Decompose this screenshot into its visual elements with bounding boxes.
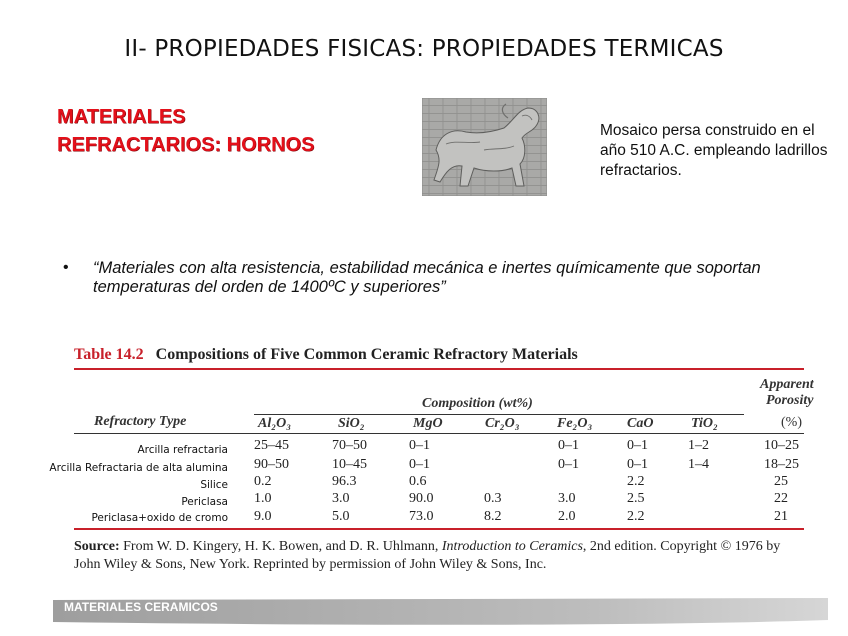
table-cell-porosity: 25 xyxy=(774,474,788,489)
table-caption: Compositions of Five Common Ceramic Refractory Materials xyxy=(155,346,578,363)
refractory-table xyxy=(49,346,814,578)
table-cell: 0.2 xyxy=(254,474,272,489)
composition-group-rule xyxy=(254,414,744,415)
table-cell: 90–50 xyxy=(254,457,289,472)
col-header-al2o3: Al₂O₃ xyxy=(258,416,292,431)
table-label: Table 14.2 xyxy=(74,346,144,363)
section-heading xyxy=(57,103,314,159)
table-cell-porosity: 18–25 xyxy=(764,457,799,472)
table-cell: 2.5 xyxy=(627,491,645,506)
table-cell: 0–1 xyxy=(627,457,648,472)
table-cell: 0–1 xyxy=(409,457,430,472)
table-cell: 73.0 xyxy=(409,509,434,524)
source-text-end: , 2nd edition. Copyright © 1976 by John Wiley & Sons, New York. Reprinted by permission of John Wiley & Sons, Inc. xyxy=(74,539,781,572)
col-header-cr2o3: Cr₂O₃ xyxy=(485,416,520,431)
col-header-fe2o3: Fe₂O₃ xyxy=(557,416,593,431)
table-cell: 25–45 xyxy=(254,438,289,453)
table-cell-porosity: 10–25 xyxy=(764,438,799,453)
table-header-rule xyxy=(74,433,804,434)
row-label-periclasa-oxido-cromo: Periclasa+oxido de cromo xyxy=(91,512,228,524)
source-label: Source: xyxy=(74,539,120,554)
source-book-title: Introduction to Ceramics xyxy=(441,539,583,554)
row-label-silice: Silice xyxy=(200,479,228,491)
col-header-tio2: TiO₂ xyxy=(691,416,718,431)
bullet-icon: • xyxy=(63,259,69,276)
table-cell: 1.0 xyxy=(254,491,272,506)
table-bottom-rule xyxy=(74,528,804,530)
image-caption: Mosaico persa construido en el año 510 A.C. empleando ladrillos refractarios. xyxy=(600,122,828,179)
table-cell: 2.2 xyxy=(627,509,645,524)
col-header-refractory-type: Refractory Type xyxy=(94,414,187,429)
table-cell: 1–2 xyxy=(688,438,709,453)
col-header-porosity-3: (%) xyxy=(781,415,802,430)
slide-title: II- PROPIEDADES FISICAS: PROPIEDADES TERMICAS xyxy=(124,36,724,62)
table-cell: 0–1 xyxy=(409,438,430,453)
row-label-arcilla-refractaria: Arcilla refractaria xyxy=(137,444,228,456)
table-cell: 8.2 xyxy=(484,509,502,524)
section-heading-line1: MATERIALES xyxy=(57,106,186,128)
table-cell: 0–1 xyxy=(558,438,579,453)
table-cell: 0.6 xyxy=(409,474,427,489)
table-cell-porosity: 22 xyxy=(774,491,788,506)
table-cell: 9.0 xyxy=(254,509,272,524)
table-cell: 96.3 xyxy=(332,474,357,489)
table-cell: 0–1 xyxy=(627,438,648,453)
table-cell: 70–50 xyxy=(332,438,367,453)
persian-mosaic-image xyxy=(422,98,547,196)
col-header-sio2: SiO₂ xyxy=(338,416,365,431)
source-text: From W. D. Kingery, H. K. Bowen, and D. R. Uhlmann, xyxy=(119,539,442,554)
table-source-note xyxy=(74,538,804,574)
table-cell: 3.0 xyxy=(558,491,576,506)
table-cell: 10–45 xyxy=(332,457,367,472)
table-cell: 2.2 xyxy=(627,474,645,489)
table-title xyxy=(74,346,578,364)
composition-group-header: Composition (wt%) xyxy=(422,396,533,411)
table-cell: 5.0 xyxy=(332,509,350,524)
table-cell: 1–4 xyxy=(688,457,709,472)
table-top-rule xyxy=(74,368,804,370)
row-label-arcilla-alta-alumina: Arcilla Refractaria de alta alumina xyxy=(49,462,228,474)
col-header-porosity-1: Apparent xyxy=(760,377,814,392)
definition-quote: “Materiales con alta resistencia, estabilidad mecánica e inertes químicamente que soportan temperaturas del orden de 1400ºC y superiores” xyxy=(93,259,761,296)
col-header-mgo: MgO xyxy=(413,416,443,431)
table-cell: 0–1 xyxy=(558,457,579,472)
table-cell: 90.0 xyxy=(409,491,434,506)
table-cell-porosity: 21 xyxy=(774,509,788,524)
table-cell: 0.3 xyxy=(484,491,502,506)
table-cell: 3.0 xyxy=(332,491,350,506)
col-header-porosity-2: Porosity xyxy=(766,393,814,408)
table-cell: 2.0 xyxy=(558,509,576,524)
footer-label: MATERIALES CERAMICOS xyxy=(64,600,218,614)
col-header-cao: CaO xyxy=(627,416,654,431)
section-heading-line2: REFRACTARIOS: HORNOS xyxy=(57,134,315,156)
row-label-periclasa: Periclasa xyxy=(181,496,228,508)
